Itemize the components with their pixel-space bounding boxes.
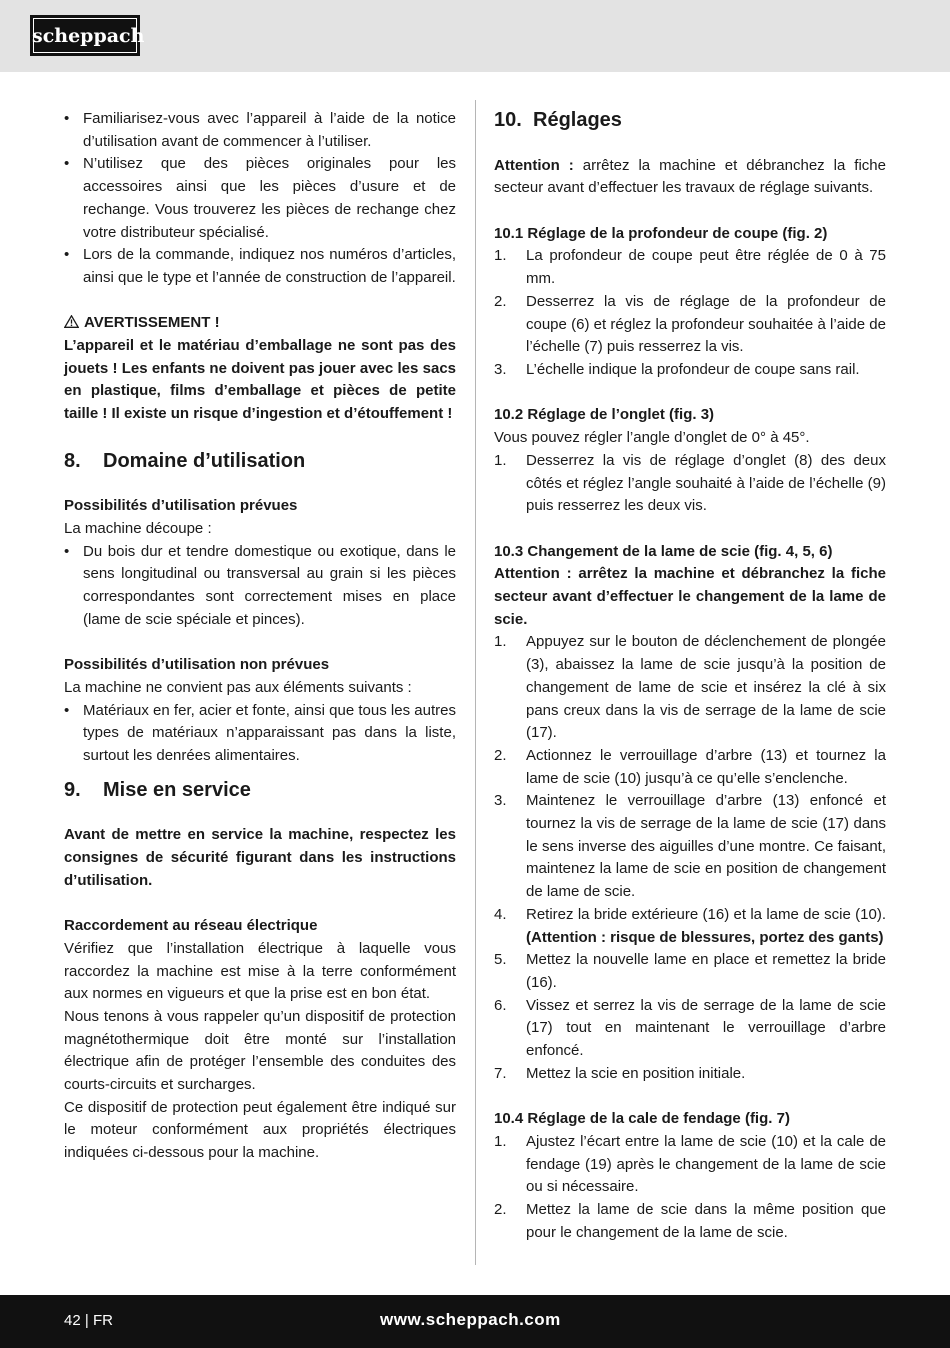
- steps-10-3: [494, 631, 886, 1085]
- list-item: 7. Mettez la scie en position initiale.: [494, 1064, 746, 1082]
- list-item: 2. Desserrez la vis de réglage de la profondeur de coupe (6) et réglez la profondeur souhaitée à l’aide de l’échelle (7) puis resserrez la vis.: [494, 292, 886, 356]
- paragraph: Ce dispositif de protection peut également être indiqué sur le moteur conformément aux propriétés électriques indiquées ci-dessous pour la machine.: [64, 1098, 456, 1162]
- list-item: • Du bois dur et tendre domestique ou exotique, dans le sens longitudinal ou transversal au grain si les pièces correspondantes sont correctement mises en place (lame de scie spéciale et pinces).: [64, 541, 456, 632]
- page-footer: [0, 1295, 950, 1348]
- intro-bullet-list: [64, 108, 456, 290]
- list-item: • Familiarisez-vous avec l’appareil à l’aide de la notice d’utilisation avant de commencer à l’utiliser.: [64, 108, 456, 153]
- intended-use-list: [64, 541, 456, 632]
- steps-10-1: [494, 245, 886, 381]
- subsection-10-3-heading: 10.3 Changement de la lame de scie (fig. 4, 5, 6): [494, 542, 833, 560]
- list-item: 1. La profondeur de coupe peut être réglée de 0 à 75 mm.: [494, 247, 886, 288]
- paragraph: Nous tenons à vous rappeler qu’un dispositif de protection magnétothermique doit être monté sur l’installation électrique afin de protéger l’ensemble des conduites des courts-circuits et surcharges.: [64, 1007, 456, 1094]
- intended-use-heading: Possibilités d’utilisation prévues: [64, 497, 298, 515]
- commissioning-intro: Avant de mettre en service la machine, respectez les consignes de sécurité figurant dans les instructions d’utilisation.: [64, 826, 456, 889]
- steps-10-4: [494, 1131, 886, 1245]
- list-item: • Lors de la commande, indiquez nos numéros d’articles, ainsi que le type et l’année de construction de l’appareil.: [64, 244, 456, 289]
- list-item: 1. Appuyez sur le bouton de déclenchement de plongée (3), abaissez la lame de scie jusqu’à la position de changement de lame de scie et insérez la clé à six pans creux dans la vis de serrage de la lame de scie (17).: [494, 633, 886, 742]
- section-10-heading: 10. Réglages: [494, 109, 622, 131]
- page-number: 42 | FR: [64, 1312, 113, 1329]
- blade-change-attention: Attention : arrêtez la machine et débranchez la fiche secteur avant d’effectuer le changement de la lame de scie.: [494, 565, 886, 628]
- column-divider: [475, 100, 476, 1265]
- warning-text: L’appareil et le matériau d’emballage ne sont pas des jouets ! Les enfants ne doivent pas jouer avec les sacs en plastique, films d’emballage et pièces de petite taille ! Il existe un risque d’ingestion et d’étouffement !: [64, 337, 456, 423]
- list-item: 6. Vissez et serrez la vis de serrage de la lame de scie (17) tout en maintenant le verrouillage d’arbre enfoncé.: [494, 996, 886, 1060]
- right-column: [494, 108, 886, 1244]
- steps-10-2: [494, 450, 886, 518]
- section-9-heading: 9. Mise en service: [64, 778, 251, 801]
- list-item: 3. Maintenez le verrouillage d’arbre (13) enfoncé et tournez la vis de serrage de la lame de scie (17) dans le sens inverse des aiguilles d’une montre. Ce faisant, maintenez la lame de scie en position de changement de lame de scie.: [494, 792, 886, 901]
- paragraph: Vérifiez que l’installation électrique à laquelle vous raccordez la machine est mise à la terre conformément aux normes en vigueurs et que la prise est en bon état.: [64, 939, 456, 1003]
- list-item: 3. L’échelle indique la profondeur de coupe sans rail.: [494, 361, 860, 378]
- unintended-use-list: [64, 700, 456, 768]
- scheppach-logo: scheppach: [30, 15, 140, 56]
- list-item: • N’utilisez que des pièces originales pour les accessoires ainsi que les pièces d’usure et de rechange. Vous trouverez les pièces de rechange chez votre distributeur spécialisé.: [64, 153, 456, 244]
- page-header: [0, 0, 950, 72]
- adjustment-attention: Attention : arrêtez la machine et débranchez la fiche secteur avant d’effectuer les travaux de réglage suivants.: [494, 156, 886, 197]
- subsection-10-4-heading: 10.4 Réglage de la cale de fendage (fig. 7): [494, 1110, 790, 1128]
- list-item: 1. Desserrez la vis de réglage d’onglet (8) des deux côtés et réglez l’angle souhaité à l’aide de l’échelle (9) puis resserrez les deux vis.: [494, 451, 886, 515]
- left-column: [64, 108, 456, 1165]
- website-link[interactable]: www.scheppach.com: [380, 1310, 561, 1329]
- unintended-use-intro: La machine ne convient pas aux éléments suivants :: [64, 678, 412, 696]
- list-item: 5. Mettez la nouvelle lame en place et remettez la bride (16).: [494, 951, 886, 991]
- list-item: 2. Actionnez le verrouillage d’arbre (13) et tournez la lame de scie (10) jusqu’à ce qu’elle s’enclenche.: [494, 746, 886, 787]
- list-item: 4. Retirez la bride extérieure (16) et la lame de scie (10). (Attention : risque de blessures, portez des gants): [494, 905, 886, 946]
- list-item: • Matériaux en fer, acier et fonte, ainsi que tous les autres types de matériaux n’apparaissant pas dans la liste, surtout les denrées alimentaires.: [64, 700, 456, 768]
- subsection-10-2-heading: 10.2 Réglage de l’onglet (fig. 3): [494, 406, 715, 424]
- list-item: 1. Ajustez l’écart entre la lame de scie (10) et la cale de fendage (19) après le changement de la lame de scie ou si nécessaire.: [494, 1132, 886, 1196]
- section-8-heading: 8. Domaine d’utilisation: [64, 449, 306, 472]
- warning-triangle-icon: [64, 315, 79, 328]
- unintended-use-heading: Possibilités d’utilisation non prévues: [64, 656, 330, 674]
- warning-title: AVERTISSEMENT !: [64, 312, 456, 335]
- intended-use-intro: La machine découpe :: [64, 519, 212, 537]
- list-item: 2. Mettez la lame de scie dans la même position que pour le changement de la lame de scie.: [494, 1200, 886, 1241]
- power-connection-heading: Raccordement au réseau électrique: [64, 917, 318, 935]
- subsection-10-2-intro: Vous pouvez régler l’angle d’onglet de 0° à 45°.: [494, 429, 810, 447]
- subsection-10-1-heading: 10.1 Réglage de la profondeur de coupe (fig. 2): [494, 224, 828, 242]
